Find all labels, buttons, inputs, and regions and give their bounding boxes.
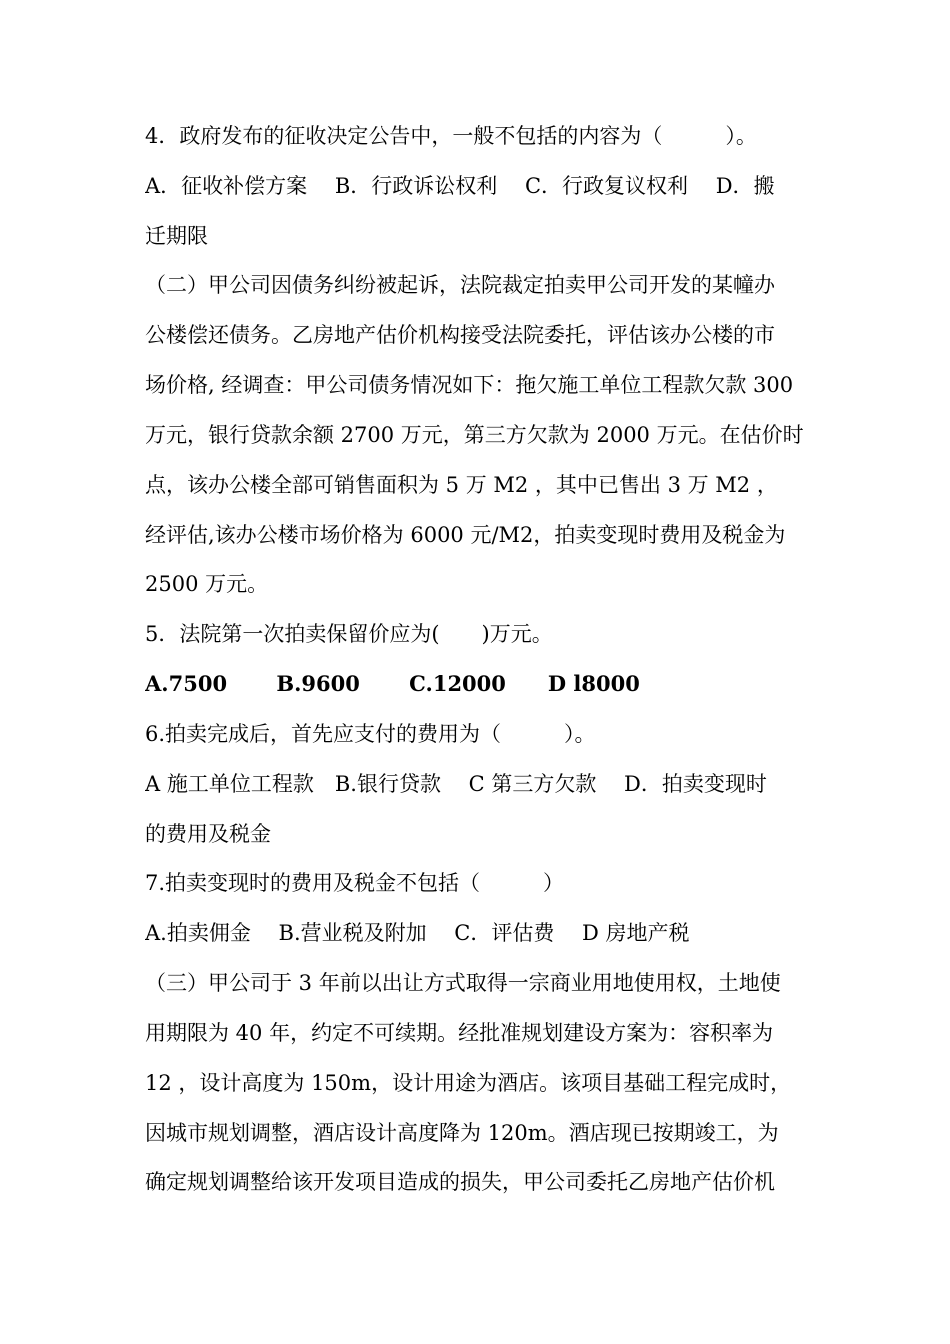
question-6: 6.拍卖完成后，首先应支付的费用为（ ）。 xyxy=(145,722,596,746)
question-6-options-cont: 的费用及税金 xyxy=(145,822,271,846)
question-6-options: A 施工单位工程款 B.银行贷款 C 第三方欠款 D．拍卖变现时 xyxy=(145,772,767,796)
case-3-paragraph-line: 12 ，设计高度为 150m，设计用途为酒店。该项目基础工程完成时， xyxy=(145,1071,792,1095)
case-2-paragraph-line: 点，该办公楼全部可销售面积为 5 万 M2 ，其中已售出 3 万 M2 ， xyxy=(145,473,778,497)
case-3-paragraph-line: 确定规划调整给该开发项目造成的损失，甲公司委托乙房地产估价机 xyxy=(145,1170,775,1194)
question-5: 5．法院第一次拍卖保留价应为( )万元。 xyxy=(145,622,553,646)
case-3-paragraph-line: （三）甲公司于 3 年前以出让方式取得一宗商业用地使用权，土地使 xyxy=(145,971,781,995)
question-5-options: A.7500 B.9600 C.12000 D l8000 xyxy=(145,671,640,696)
case-2-paragraph-line: 经评估,该办公楼市场价格为 6000 元/M2，拍卖变现时费用及税金为 xyxy=(145,523,786,547)
question-4-options-cont: 迁期限 xyxy=(145,224,208,248)
case-2-paragraph-line: （二）甲公司因债务纠纷被起诉，法院裁定拍卖甲公司开发的某幢办 xyxy=(145,273,775,297)
question-4: 4．政府发布的征收决定公告中，一般不包括的内容为（ ）。 xyxy=(145,124,757,148)
question-4-options: A．征收补偿方案 B．行政诉讼权利 C．行政复议权利 D．搬 xyxy=(145,174,775,198)
case-2-paragraph-line: 公楼偿还债务。乙房地产估价机构接受法院委托，评估该办公楼的市 xyxy=(145,323,775,347)
case-2-paragraph-line: 2500 万元。 xyxy=(145,572,269,596)
question-7-options: A.拍卖佣金 B.营业税及附加 C．评估费 D 房地产税 xyxy=(145,921,690,945)
case-2-paragraph-line: 场价格, 经调查：甲公司债务情况如下：拖欠施工单位工程款欠款 300 xyxy=(145,373,794,397)
case-3-paragraph-line: 因城市规划调整，酒店设计高度降为 120m。酒店现已按期竣工，为 xyxy=(145,1121,779,1145)
question-7: 7.拍卖变现时的费用及税金不包括（ ） xyxy=(145,871,565,895)
case-2-paragraph-line: 万元，银行贷款余额 2700 万元，第三方欠款为 2000 万元。在估价时 xyxy=(145,423,804,447)
case-3-paragraph-line: 用期限为 40 年，约定不可续期。经批准规划建设方案为：容积率为 xyxy=(145,1021,774,1045)
